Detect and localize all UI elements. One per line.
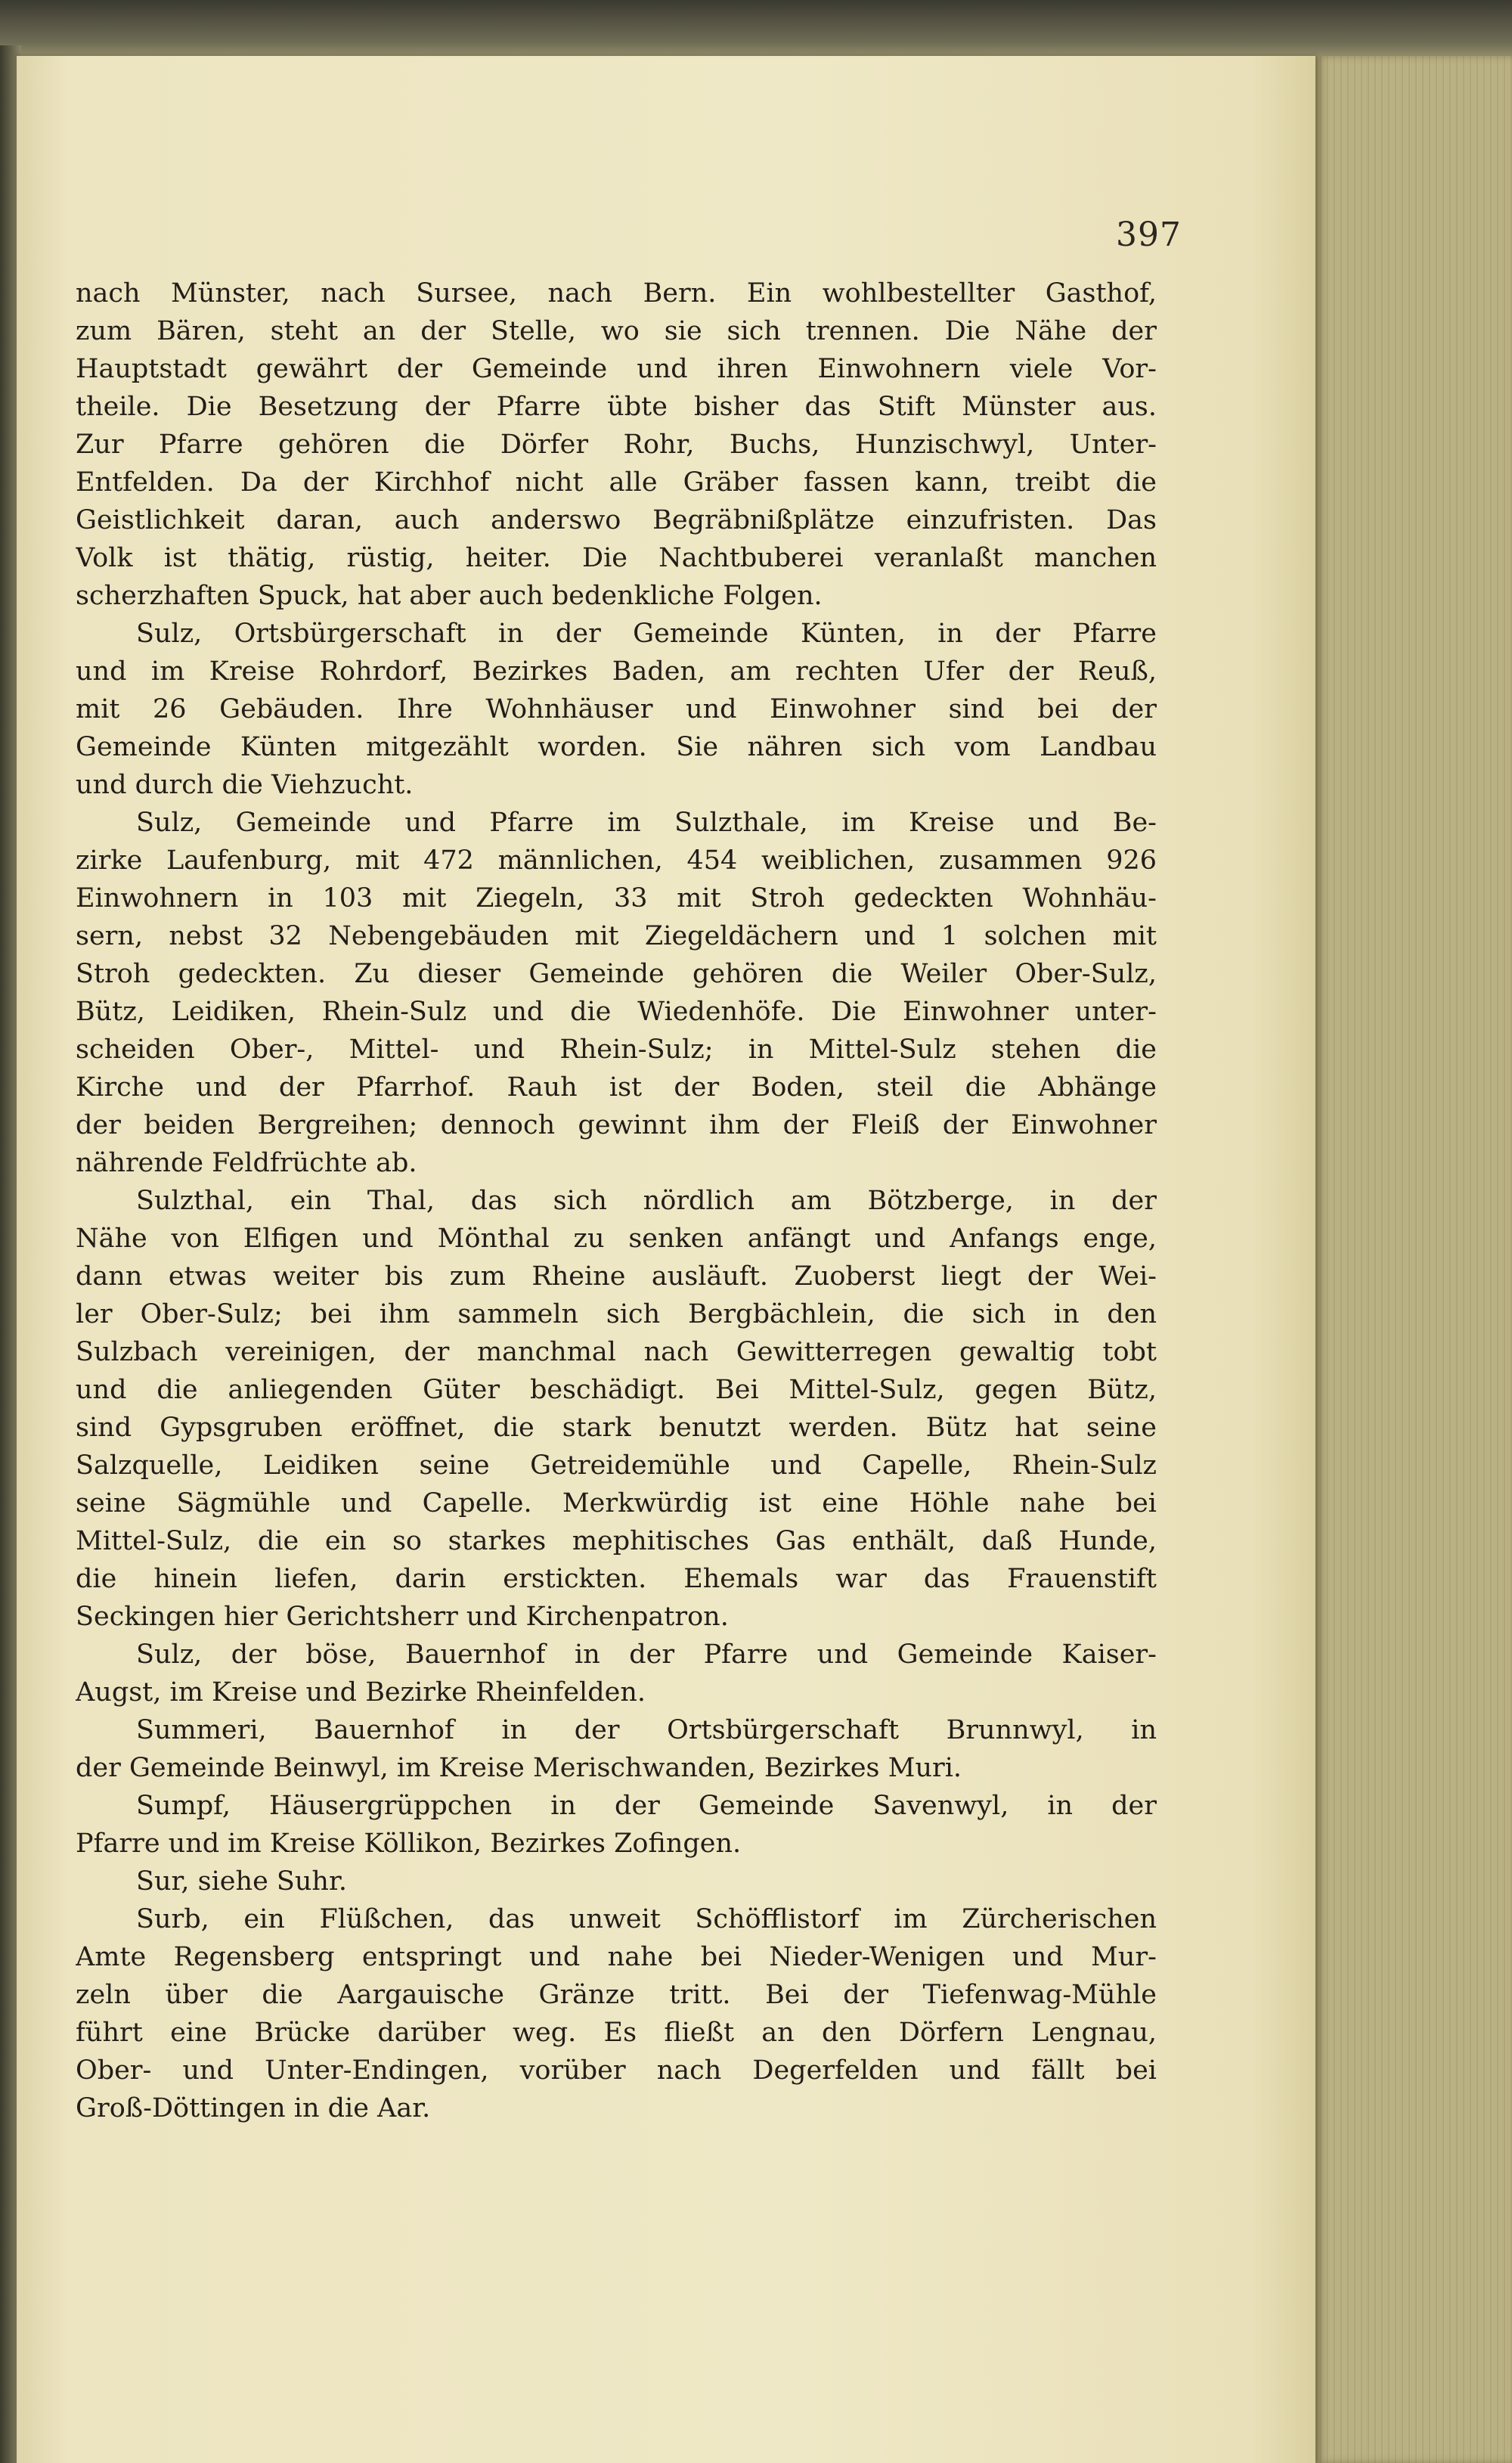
entry-start-line: Sulz, Gemeinde und Pfarre im Sulzthale, im Kreise und Be- — [136, 808, 1157, 838]
text-line: sind Gypsgruben eröffnet, die stark benutzt werden. Bütz hat seine — [76, 1413, 1157, 1443]
text-line: zum Bären, steht an der Stelle, wo sie sich trennen. Die Nähe der — [76, 316, 1157, 346]
text-line: führt eine Brücke darüber weg. Es fließt an den Dörfern Lengnau, — [76, 2018, 1157, 2048]
text-line: nährende Feldfrüchte ab. — [76, 1148, 417, 1178]
text-line: Pfarre und im Kreise Köllikon, Bezirkes Zofingen. — [76, 1829, 742, 1859]
text-line: und die anliegenden Güter beschädigt. Bei Mittel-Sulz, gegen Bütz, — [76, 1375, 1157, 1405]
entry-start-line: Sulz, der böse, Bauernhof in der Pfarre und Gemeinde Kaiser- — [136, 1639, 1157, 1670]
text-line: sern, nebst 32 Nebengebäuden mit Ziegeldächern und 1 solchen mit — [76, 921, 1157, 951]
entry-start-line: Sulzthal, ein Thal, das sich nördlich am Bötzberge, in der — [136, 1186, 1157, 1216]
text-line: und im Kreise Rohrdorf, Bezirkes Baden, am rechten Ufer der Reuß, — [76, 656, 1157, 687]
text-line: Seckingen hier Gerichtsherr und Kirchenpatron. — [76, 1602, 729, 1632]
text-line: Bütz, Leidiken, Rhein-Sulz und die Wiedenhöfe. Die Einwohner unter- — [76, 997, 1157, 1027]
text-line: Mittel-Sulz, die ein so starkes mephitisches Gas enthält, daß Hunde, — [76, 1526, 1157, 1556]
text-line: theile. Die Besetzung der Pfarre übte bisher das Stift Münster aus. — [76, 392, 1157, 422]
text-line: Einwohnern in 103 mit Ziegeln, 33 mit Stroh gedeckten Wohnhäu- — [76, 883, 1157, 914]
page-number: 397 — [1116, 216, 1182, 254]
text-line: der Gemeinde Beinwyl, im Kreise Merischwanden, Bezirkes Muri. — [76, 1753, 962, 1783]
text-line: der beiden Bergreihen; dennoch gewinnt ihm der Fleiß der Einwohner — [76, 1110, 1157, 1140]
text-line: scheiden Ober-, Mittel- und Rhein-Sulz; in Mittel-Sulz stehen die — [76, 1035, 1157, 1065]
top-shadow-strip — [0, 0, 1512, 60]
text-line: Geistlichkeit daran, auch anderswo Begräbnißplätze einzufristen. Das — [76, 505, 1157, 535]
text-line: mit 26 Gebäuden. Ihre Wohnhäuser und Einwohner sind bei der — [76, 694, 1157, 724]
text-line: nach Münster, nach Sursee, nach Bern. Ein wohlbestellter Gasthof, — [76, 278, 1157, 309]
text-line: dann etwas weiter bis zum Rheine ausläuft. Zuoberst liegt der Wei- — [76, 1261, 1157, 1292]
text-line: Sulzbach vereinigen, der manchmal nach Gewitterregen gewaltig tobt — [76, 1337, 1157, 1367]
text-line: Nähe von Elfigen und Mönthal zu senken anfängt und Anfangs enge, — [76, 1224, 1157, 1254]
text-line: Amte Regensberg entspringt und nahe bei Nieder-Wenigen und Mur- — [76, 1942, 1157, 1972]
text-line: Groß-Döttingen in die Aar. — [76, 2093, 431, 2123]
text-line: zirke Laufenburg, mit 472 männlichen, 454 weiblichen, zusammen 926 — [76, 845, 1157, 876]
entry-start-line: Sumpf, Häusergrüppchen in der Gemeinde Savenwyl, in der — [136, 1791, 1157, 1821]
text-line: Salzquelle, Leidiken seine Getreidemühle und Capelle, Rhein-Sulz — [76, 1450, 1157, 1481]
text-line: Kirche und der Pfarrhof. Rauh ist der Boden, steil die Abhänge — [76, 1072, 1157, 1103]
text-line: Hauptstadt gewährt der Gemeinde und ihren Einwohnern viele Vor- — [76, 354, 1157, 384]
text-line: die hinein liefen, darin erstickten. Ehemals war das Frauenstift — [76, 1564, 1157, 1594]
text-line: Gemeinde Künten mitgezählt worden. Sie nähren sich vom Landbau — [76, 732, 1157, 762]
text-line: Stroh gedeckten. Zu dieser Gemeinde gehören die Weiler Ober-Sulz, — [76, 959, 1157, 989]
text-line: Zur Pfarre gehören die Dörfer Rohr, Buchs, Hunzischwyl, Unter- — [76, 430, 1157, 460]
page-edge-stack — [1315, 56, 1512, 2463]
text-line: Augst, im Kreise und Bezirke Rheinfelden. — [76, 1677, 646, 1708]
text-line: scherzhaften Spuck, hat aber auch bedenkliche Folgen. — [76, 581, 823, 611]
text-line: zeln über die Aargauische Gränze tritt. Bei der Tiefenwag-Mühle — [76, 1980, 1157, 2010]
entry-start-line: Surb, ein Flüßchen, das unweit Schöfflistorf im Zürcherischen — [136, 1904, 1157, 1934]
entry-start-line: Sur, siehe Suhr. — [136, 1866, 347, 1897]
entry-start-line: Sulz, Ortsbürgerschaft in der Gemeinde Künten, in der Pfarre — [136, 619, 1157, 649]
text-line: Entfelden. Da der Kirchhof nicht alle Gräber fassen kann, treibt die — [76, 467, 1157, 498]
text-line: Volk ist thätig, rüstig, heiter. Die Nachtbuberei veranlaßt manchen — [76, 543, 1157, 573]
text-line: ler Ober-Sulz; bei ihm sammeln sich Bergbächlein, die sich in den — [76, 1299, 1157, 1329]
text-line: und durch die Viehzucht. — [76, 770, 414, 800]
text-line: Ober- und Unter-Endingen, vorüber nach Degerfelden und fällt bei — [76, 2055, 1157, 2086]
body-text — [76, 275, 1157, 2127]
text-line: seine Sägmühle und Capelle. Merkwürdig ist eine Höhle nahe bei — [76, 1488, 1157, 1518]
entry-start-line: Summeri, Bauernhof in der Ortsbürgerschaft Brunnwyl, in — [136, 1715, 1157, 1745]
